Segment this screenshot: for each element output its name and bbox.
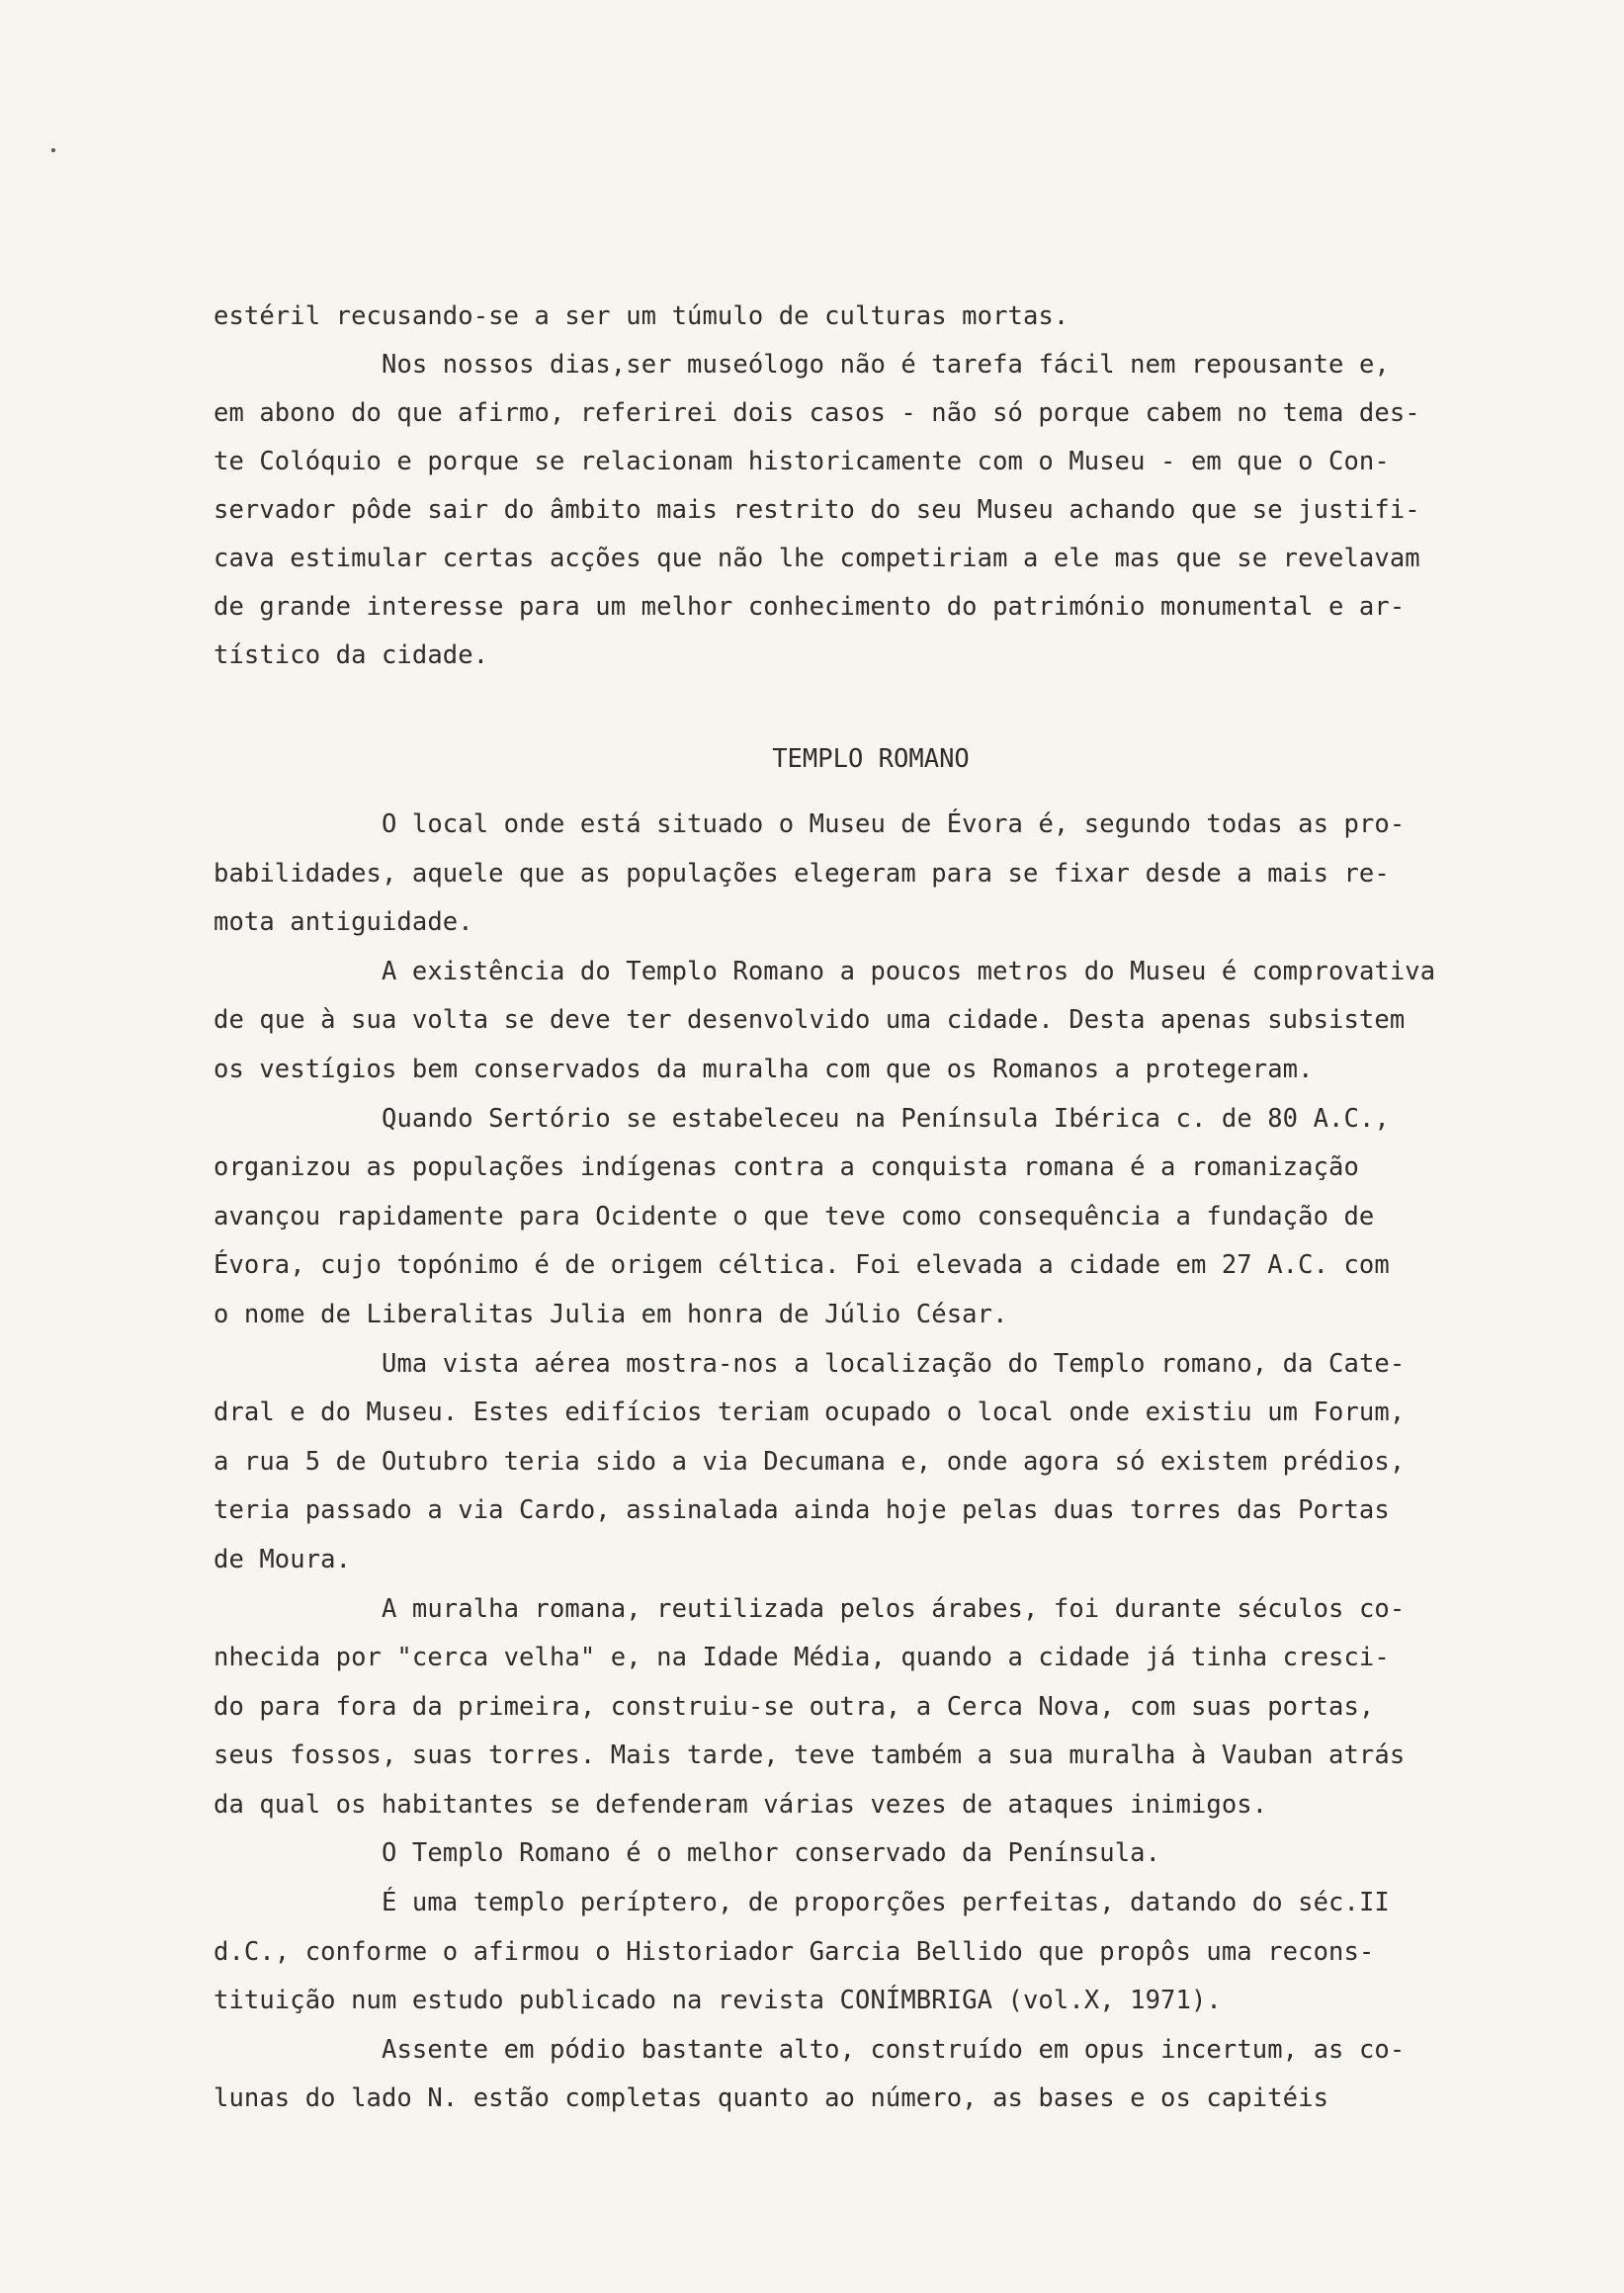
section-text-block bbox=[214, 801, 1528, 2124]
text-line: Nos nossos dias,ser museólogo não é tarefa fácil nem repousante e, bbox=[382, 350, 1390, 380]
text-line: de Moura. bbox=[214, 1544, 352, 1574]
text-line: lunas do lado N. estão completas quanto ao número, as bases e os capitéis bbox=[214, 2083, 1329, 2114]
text-line: mota antiguidade. bbox=[214, 907, 473, 938]
text-line: da qual os habitantes se defenderam várias vezes de ataques inimigos. bbox=[214, 1789, 1268, 1820]
text-line: de grande interesse para um melhor conhecimento do património monumental e ar- bbox=[214, 592, 1406, 622]
text-line: tituição num estudo publicado na revista CONÍMBRIGA (vol.X, 1971). bbox=[214, 1986, 1222, 2016]
text-line: organizou as populações indígenas contra a conquista romana é a romanização bbox=[214, 1152, 1359, 1183]
text-line: cava estimular certas acções que não lhe competiriam a ele mas que se revelavam bbox=[214, 544, 1420, 573]
text-line: avançou rapidamente para Ocidente o que teve como consequência a fundação de bbox=[214, 1201, 1375, 1231]
text-line: o nome de Liberalitas Julia em honra de Júlio César. bbox=[214, 1299, 1008, 1329]
text-line: babilidades, aquele que as populações elegeram para se fixar desde a mais re- bbox=[214, 858, 1390, 889]
text-line: d.C., conforme o afirmou o Historiador Garcia Bellido que propôs uma recons- bbox=[214, 1936, 1375, 1967]
text-line: a rua 5 de Outubro teria sido a via Decumana e, onde agora só existem prédios, bbox=[214, 1446, 1406, 1477]
text-line: Quando Sertório se estabeleceu na Península Ibérica c. de 80 A.C., bbox=[382, 1103, 1390, 1134]
text-line: de que à sua volta se deve ter desenvolvido uma cidade. Desta apenas subsistem bbox=[214, 1005, 1406, 1036]
text-line: tístico da cidade. bbox=[214, 640, 489, 670]
text-line: em abono do que afirmo, referirei dois casos - não só porque cabem no tema des- bbox=[214, 398, 1420, 428]
text-line: Assente em pódio bastante alto, construído em opus incertum, as co- bbox=[382, 2034, 1406, 2065]
text-line: Évora, cujo topónimo é de origem céltica. Foi elevada a cidade em 27 A.C. com bbox=[214, 1250, 1390, 1281]
text-line: do para fora da primeira, construiu-se outra, a Cerca Nova, com suas portas, bbox=[214, 1691, 1375, 1722]
paper-speck bbox=[51, 148, 55, 152]
intro-text-block bbox=[214, 293, 1528, 680]
text-line: dral e do Museu. Estes edifícios teriam ocupado o local onde existiu um Forum, bbox=[214, 1398, 1406, 1428]
text-line: estéril recusando-se a ser um túmulo de culturas mortas. bbox=[214, 301, 1069, 331]
text-line: A muralha romana, reutilizada pelos árabes, foi durante séculos co- bbox=[382, 1593, 1406, 1624]
text-line: te Colóquio e porque se relacionam historicamente com o Museu - em que o Con- bbox=[214, 447, 1390, 476]
text-line: teria passado a via Cardo, assinalada ainda hoje pelas duas torres das Portas bbox=[214, 1495, 1390, 1526]
text-line: O local onde está situado o Museu de Évora é, segundo todas as pro- bbox=[382, 809, 1406, 839]
text-line: nhecida por "cerca velha" e, na Idade Média, quando a cidade já tinha cresci- bbox=[214, 1643, 1390, 1673]
text-line: O Templo Romano é o melhor conservado da Península. bbox=[382, 1838, 1161, 1869]
text-line: A existência do Templo Romano a poucos metros do Museu é comprovativa bbox=[382, 956, 1436, 986]
text-line: os vestígios bem conservados da muralha com que os Romanos a protegeram. bbox=[214, 1054, 1314, 1084]
text-line: seus fossos, suas torres. Mais tarde, teve também a sua muralha à Vauban atrás bbox=[214, 1741, 1406, 1771]
text-line: servador pôde sair do âmbito mais restrito do seu Museu achando que se justifi- bbox=[214, 495, 1420, 525]
text-line: É uma templo períptero, de proporções perfeitas, datando do séc.II bbox=[382, 1888, 1390, 1918]
text-line: Uma vista aérea mostra-nos a localização do Templo romano, da Cate- bbox=[382, 1348, 1406, 1379]
section-heading: TEMPLO ROMANO bbox=[772, 744, 970, 774]
